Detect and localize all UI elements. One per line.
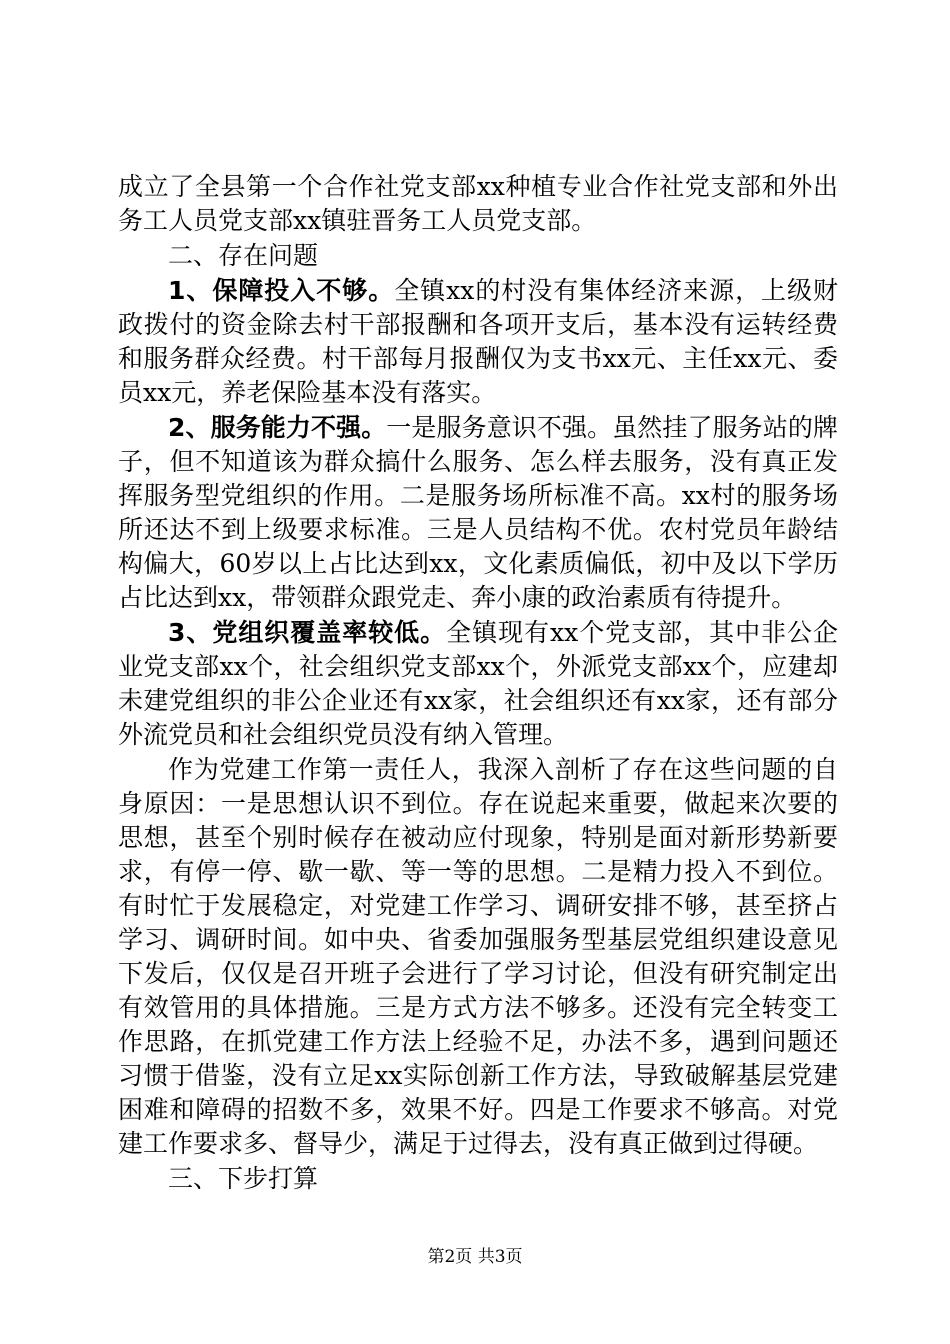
document-body <box>118 170 838 1197</box>
problem-item-1-text: 全镇xx的村没有集体经济来源，上级财政拨付的资金除去村干部报酬和各项开支后，基本没有运转经费和服务群众经费。村干部每月报酬仅为支书xx元、主任xx元、委员xx元，养老保险基本没有落实。 <box>118 276 838 407</box>
problem-item-1 <box>118 274 838 410</box>
section-heading-next-steps: 三、下步打算 <box>168 1164 319 1193</box>
problem-item-1-title: 1、保障投入不够。 <box>168 276 395 305</box>
problem-item-2-title: 2、服务能力不强。 <box>168 413 387 442</box>
problem-item-3 <box>118 616 838 752</box>
problem-item-2-text: 一是服务意识不强。虽然挂了服务站的牌子，但不知道该为群众搞什么服务、怎么样去服务，没有真正发挥服务型党组织的作用。二是服务场所标准不高。xx村的服务场所还达不到上级要求标准。三是人员结构不优。农村党员年龄结构偏大，60岁以上占比达到xx，文化素质偏低，初中及以下学历占比达到xx，带领群众跟党走、奔小康的政治素质有待提升。 <box>118 413 838 612</box>
page-number-footer: 第2页 共3页 <box>427 1247 523 1267</box>
problem-item-2 <box>118 411 838 615</box>
analysis-paragraph: 作为党建工作第一责任人，我深入剖析了存在这些问题的自身原因：一是思想认识不到位。存在说起来重要，做起来次要的思想，甚至个别时候存在被动应付现象，特别是面对新形势新要求，有停一停、歇一歇、等一等的思想。二是精力投入不到位。有时忙于发展稳定，对党建工作学习、调研安排不够，甚至挤占学习、调研时间。如中央、省委加强服务型基层党组织建设意见下发后，仅仅是召开班子会进行了学习讨论，但没有研究制定出有效管用的具体措施。三是方式方法不够多。还没有完全转变工作思路，在抓党建工作方法上经验不足，办法不多，遇到问题还习惯于借鉴，没有立足xx实际创新工作方法，导致破解基层党建困难和障碍的招数不多，效果不好。四是工作要求不够高。对党建工作要求多、督导少，满足于过得去，没有真正做到过得硬。 <box>118 755 838 1158</box>
section-heading-problems: 二、存在问题 <box>168 241 319 270</box>
problem-item-3-title: 3、党组织覆盖率较低。 <box>168 618 447 647</box>
problem-item-3-text: 全镇现有xx个党支部，其中非公企业党支部xx个，社会组织党支部xx个，外派党支部xx个，应建却未建党组织的非公企业还有xx家，社会组织还有xx家，还有部分外流党员和社会组织党员没有纳入管理。 <box>118 618 838 749</box>
intro-paragraph: 成立了全县第一个合作社党支部xx种植专业合作社党支部和外出务工人员党支部xx镇驻晋务工人员党支部。 <box>118 172 838 235</box>
